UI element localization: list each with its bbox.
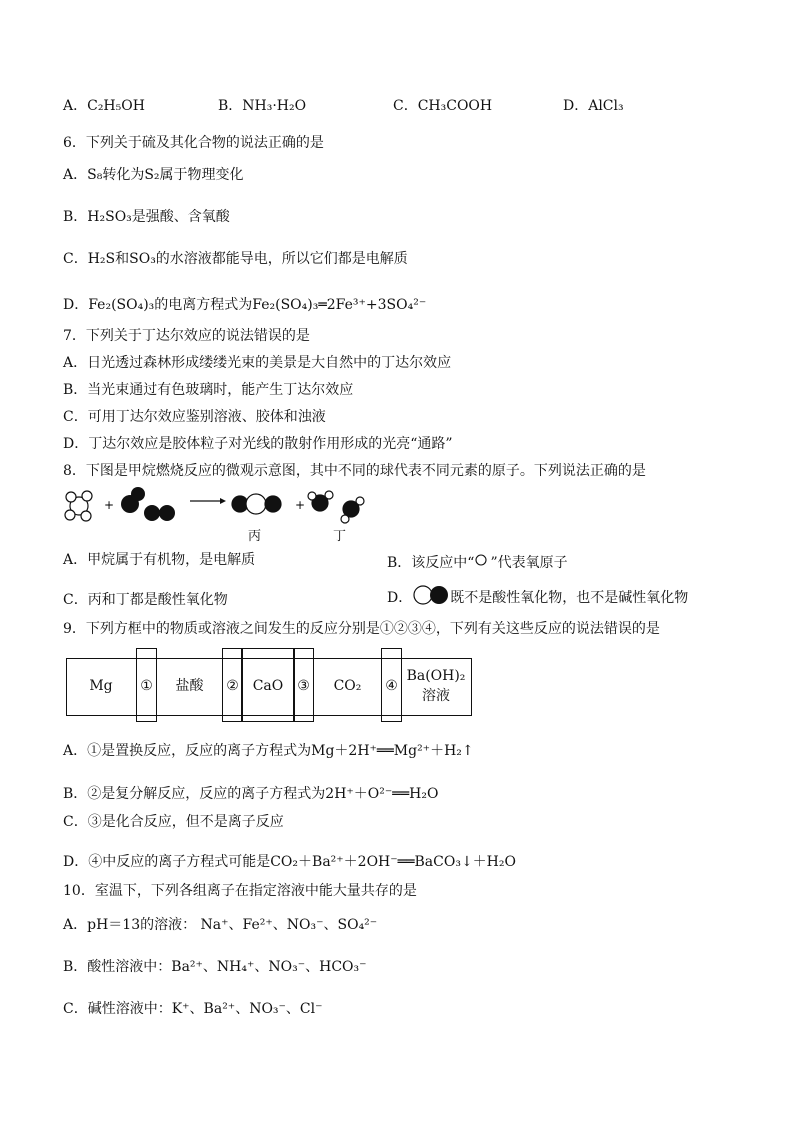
q10-stem: 10．室温下，下列各组离子在指定溶液中能大量共存的是: [63, 883, 417, 899]
q7-option-b: B．当光束通过有色玻璃时，能产生丁达尔效应: [63, 382, 354, 398]
box-mg: Mg: [89, 678, 113, 694]
carbon-dioxide-molecule: [232, 494, 281, 514]
q8-option-d-suffix: 既不是酸性氧化物，也不是碱性氧化物: [450, 590, 689, 606]
box-num-2: ②: [226, 678, 239, 694]
q8-option-b: [387, 553, 568, 570]
q8-option-b-prefix: B．该反应中“: [387, 555, 475, 571]
q6-option-a: A．S₈转化为S₂属于物理变化: [63, 167, 244, 183]
water-molecules: [308, 491, 364, 523]
label-bing: 丙: [248, 529, 262, 544]
q6-option-b: B．H₂SO₃是强酸、含氧酸: [63, 209, 230, 225]
q10-option-a: A．pH＝13的溶液： Na⁺、Fe²⁺、NO₃⁻、SO₄²⁻: [63, 917, 378, 933]
q9-option-c: C．③是化合反应，但不是离子反应: [63, 814, 284, 830]
box-baoh2: [402, 658, 470, 714]
q7-option-a: A．日光透过森林形成缕缕光束的美景是大自然中的丁达尔效应: [63, 355, 452, 371]
q5-option-a: A．C₂H₅OH: [63, 98, 145, 114]
q9-option-a: A．①是置换反应，反应的离子方程式为Mg＋2H⁺══Mg²⁺＋H₂↑: [63, 743, 474, 759]
q10-option-c: C．碱性溶液中：K⁺、Ba²⁺、NO₃⁻、Cl⁻: [63, 1001, 323, 1017]
box-num-3: ③: [297, 678, 310, 694]
q6-option-d: D．Fe₂(SO₄)₃的电离方程式为Fe₂(SO₄)₃═2Fe³⁺+3SO₄²⁻: [63, 297, 427, 313]
q6-option-c: C．H₂S和SO₃的水溶液都能导电，所以它们都是电解质: [63, 251, 408, 267]
q8-stem: 8．下图是甲烷燃烧反应的微观示意图，其中不同的球代表不同元素的原子。下列说法正确的是: [63, 463, 646, 479]
q8-option-d-prefix: D．: [387, 590, 413, 606]
q8-option-c: C．丙和丁都是酸性氧化物: [63, 592, 228, 608]
q8-option-a: A．甲烷属于有机物，是电解质: [63, 552, 256, 568]
box-num-1: ①: [140, 678, 153, 694]
box-baoh2-solution: 溶液: [422, 688, 450, 704]
q7-option-c: C．可用丁达尔效应鉴别溶液、胶体和浊液: [63, 409, 326, 425]
q5-option-b: B．NH₃·H₂O: [218, 98, 307, 114]
q6-stem: 6．下列关于硫及其化合物的说法正确的是: [63, 135, 324, 151]
q7-option-d: D．丁达尔效应是胶体粒子对光线的散射作用形成的光亮“通路”: [63, 436, 453, 452]
oxygen-molecules: [121, 487, 175, 521]
q9-option-d: D．④中反应的离子方程式可能是CO₂＋Ba²⁺＋2OH⁻══BaCO₃↓＋H₂O: [63, 854, 516, 870]
methane-molecule: [65, 491, 92, 521]
q9-stem: 9．下列方框中的物质或溶液之间发生的反应分别是①②③④，下列有关这些反应的说法错误的是: [63, 621, 660, 637]
q8-option-b-suffix: ”代表氧原子: [490, 555, 568, 571]
q8-option-d: [387, 584, 688, 606]
box-num-4: ④: [385, 678, 398, 694]
box-hcl: 盐酸: [175, 678, 204, 694]
plus-sign-2: +: [295, 498, 306, 512]
box-co2: CO₂: [333, 678, 362, 694]
white-atom-icon: [474, 553, 490, 567]
label-ding: 丁: [333, 529, 347, 544]
box-baoh2-formula: Ba(OH)₂: [406, 668, 466, 684]
q5-option-d: D．AlCl₃: [563, 98, 624, 114]
q9-option-b: B．②是复分解反应，反应的离子方程式为2H⁺＋O²⁻══H₂O: [63, 786, 439, 802]
box-cao: CaO: [252, 678, 284, 694]
q5-option-c: C．CH₃COOH: [393, 98, 493, 114]
q7-stem: 7．下列关于丁达尔效应的说法错误的是: [63, 328, 310, 344]
plus-sign-1: +: [104, 498, 115, 512]
co-molecule-icon: [412, 584, 450, 606]
q10-option-b: B．酸性溶液中：Ba²⁺、NH₄⁺、NO₃⁻、HCO₃⁻: [63, 959, 367, 975]
